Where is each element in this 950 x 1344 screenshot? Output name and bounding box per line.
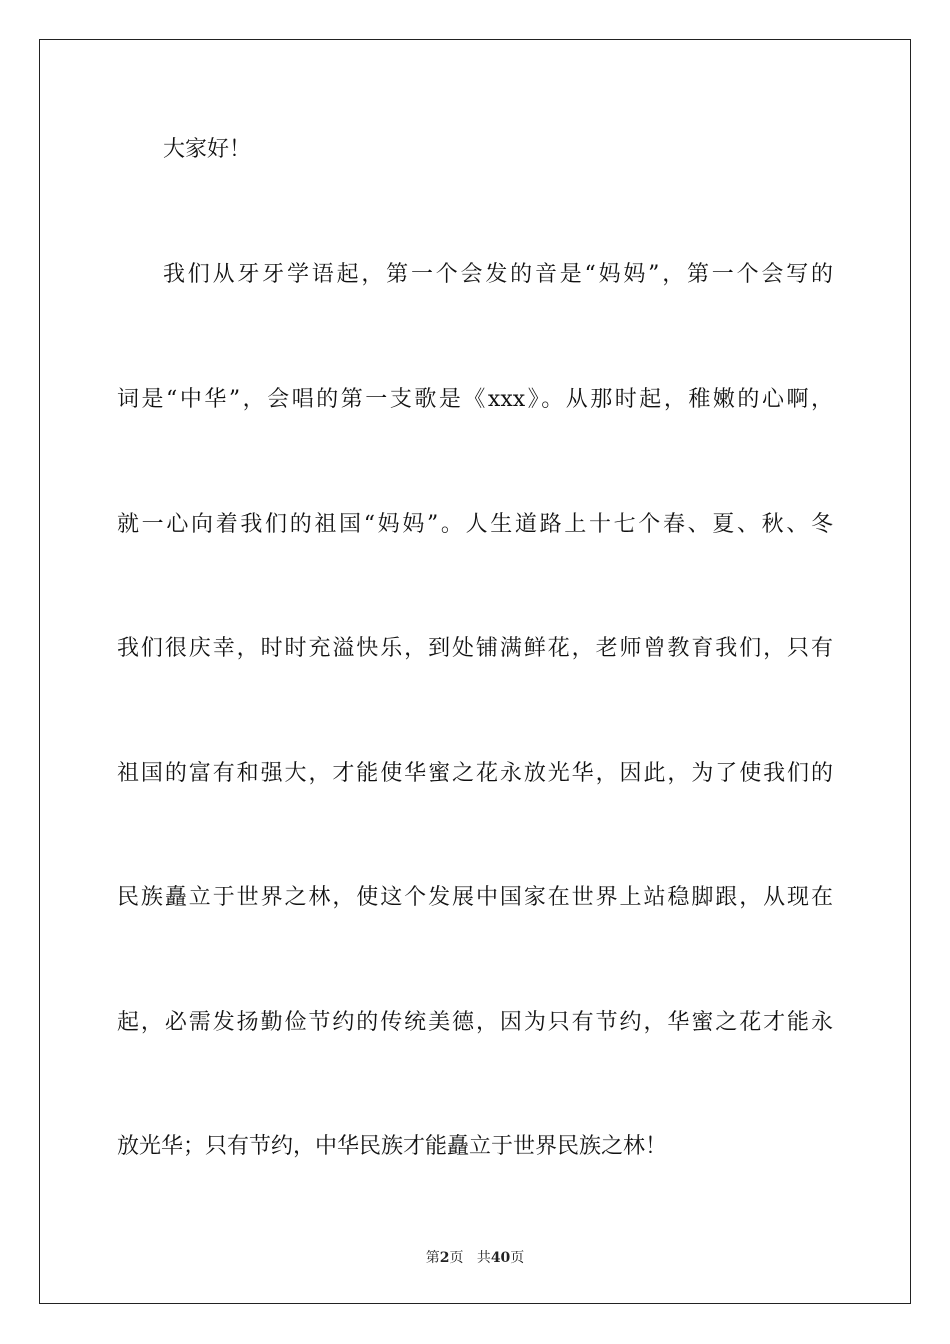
- paragraph-line-4: 我们很庆幸，时时充溢快乐，到处铺满鲜花，老师曾教育我们，只有: [117, 636, 833, 661]
- total-suffix: 页: [510, 1250, 525, 1266]
- paragraph-line-2: 词是“中华”，会唱的第一支歌是《xxx》。从那时起，稚嫩的心啊，: [117, 387, 833, 412]
- page-prefix: 第: [425, 1250, 440, 1266]
- paragraph-line-5: 祖国的富有和强大，才能使华蜜之花永放光华，因此，为了使我们的: [117, 761, 833, 786]
- total-pages: 40: [490, 1250, 511, 1266]
- page-number: 2: [439, 1250, 450, 1266]
- paragraph-line-3: 就一心向着我们的祖国“妈妈”。人生道路上十七个春、夏、秋、冬: [117, 512, 833, 537]
- page-footer: [0, 1249, 950, 1267]
- paragraph-line-1: 我们从牙牙学语起，第一个会发的音是“妈妈”，第一个会写的: [163, 262, 833, 287]
- page-border: [39, 39, 911, 1304]
- page-suffix: 页: [449, 1250, 464, 1266]
- paragraph-line-8: 放光华；只有节约，中华民族才能矗立于世界民族之林！: [117, 1134, 668, 1159]
- paragraph-line-6: 民族矗立于世界之林，使这个发展中国家在世界上站稳脚跟，从现在: [117, 885, 833, 910]
- paragraph-line-7: 起，必需发扬勤俭节约的传统美德，因为只有节约，华蜜之花才能永: [117, 1010, 833, 1035]
- greeting-line: 大家好！: [163, 137, 252, 162]
- total-prefix: 共: [476, 1250, 491, 1266]
